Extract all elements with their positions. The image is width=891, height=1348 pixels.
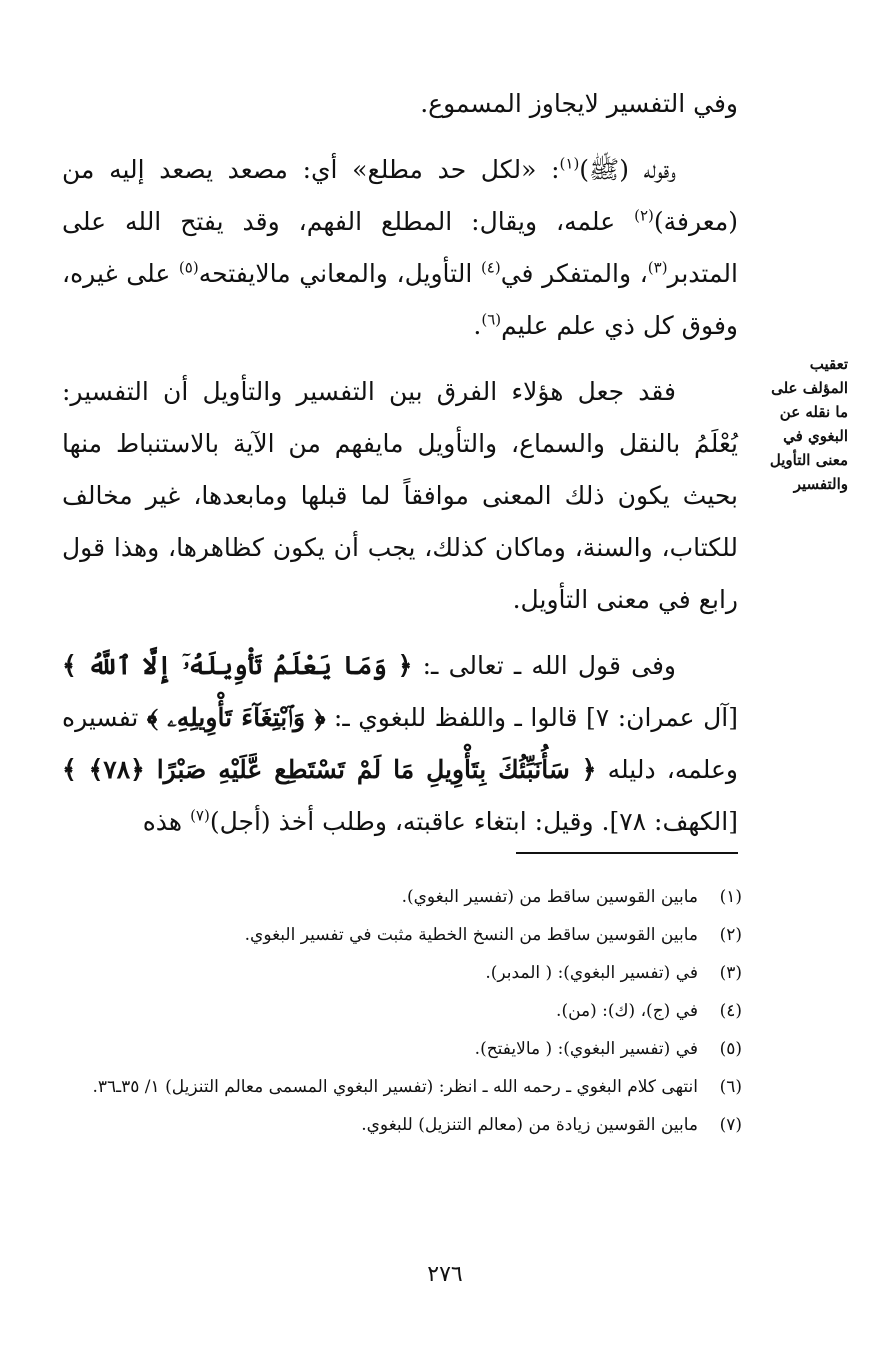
margin-note xyxy=(748,352,848,496)
footnote-ref-5: (٥) xyxy=(178,258,199,277)
text-run: وقوله (ﷺ) xyxy=(579,155,677,184)
paragraph-hadith-commentary xyxy=(62,144,738,352)
margin-note-line: والتفسير xyxy=(793,475,848,493)
footnote-text: في (تفسير البغوي): ( مالايفتح). xyxy=(474,1039,698,1059)
footnote-text: مابين القوسين ساقط من (تفسير البغوي). xyxy=(401,887,698,907)
paragraph-quran-citation xyxy=(62,640,738,848)
footnote-number: (١) xyxy=(719,887,742,907)
footnote-text: مابين القوسين ساقط من النسخ الخطية مثبت في تفسير البغوي. xyxy=(244,925,698,945)
footnote-text: انتهى كلام البغوي ـ رحمه الله ـ انظر: (تفسير البغوي المسمى معالم التنزيل) ١/ ٣٥ـ٣٦. xyxy=(92,1077,698,1097)
text-run: علمه، ويقال: المطلع الفهم، وقد يفتح الله على المتدبر xyxy=(62,207,738,288)
text-run: على غيره، وفوق كل ذي علم عليم xyxy=(62,259,738,340)
footnote-number: (٢) xyxy=(719,925,742,945)
footnote-number: (٦) xyxy=(719,1077,742,1097)
footnote-text: في (تفسير البغوي): ( المدبر). xyxy=(485,963,698,983)
text-run: [الكهف: ٧٨]. وقيل: ابتغاء عاقبته، وطلب أخذ (أجل) xyxy=(209,807,738,836)
text-run: وفى قول الله ـ تعالى ـ: xyxy=(412,651,676,680)
footnote xyxy=(62,1030,742,1068)
footnote-number: (٧) xyxy=(719,1115,742,1135)
text-run: : «لكل حد مطلع» أي: مصعد يصعد إليه من (معرفة) xyxy=(62,155,738,236)
footnote-ref-2: (٢) xyxy=(634,206,654,225)
text-run: . xyxy=(473,311,482,340)
footnote-text: في (ج)، (ك): (من). xyxy=(556,1001,698,1021)
margin-note-line: ما نقله عن xyxy=(779,403,848,421)
margin-note-line: المؤلف على xyxy=(771,379,848,397)
quran-verse: ﴿ سَأُنَبِّئُكَ بِتَأْوِيلِ مَا لَمْ تَسْتَطِع عَّلَيْهِ صَبْرًا ﴿٧٨﴾ ﴾ xyxy=(62,755,597,784)
text-run: ، والمتفكر في xyxy=(500,259,648,288)
text-run: التأويل، والمعاني مالايفتحه xyxy=(198,259,481,288)
footnote-number: (٣) xyxy=(719,963,742,983)
footnote xyxy=(62,954,742,992)
footnote-ref-6: (٦) xyxy=(481,310,502,329)
text-run: تفسيره وعلمه، دليله xyxy=(62,703,738,784)
footnote-number: (٤) xyxy=(719,1001,742,1021)
footnote-separator xyxy=(516,852,738,854)
quran-verse: ﴿ وَمَا يَعْلَمُ تَأْوِيلَهُۥٓ إِلَّا ٱللَّهُ ﴾ xyxy=(62,651,413,680)
footnote xyxy=(62,1068,742,1106)
margin-note-line: البغوي في xyxy=(783,427,848,445)
margin-note-line: معنى التأويل xyxy=(769,451,848,469)
footnote-ref-4: (٤) xyxy=(480,258,501,277)
footnote-number: (٥) xyxy=(719,1039,742,1059)
footnote xyxy=(62,878,742,916)
text-line-continuation: وفي التفسير لايجاوز المسموع. xyxy=(420,89,738,118)
footnote xyxy=(62,916,742,954)
footnote-ref-1: (١) xyxy=(559,154,580,173)
paragraph-author-comment: فقد جعل هؤلاء الفرق بين التفسير والتأويل أن التفسير: يُعْلَمُ بالنقل والسماع، والتأويل مايفهم من الآية بالاستنباط منها بحيث يكون ذلك المعنى موافقاً لما قبلها ومابعدها، غير مخالف للكتاب، والسنة، وماكان كذلك، يجب أن يكون كظاهرها، وهذا قول رابع في معنى التأويل. xyxy=(62,377,738,614)
footnote xyxy=(62,1106,742,1144)
footnote xyxy=(62,992,742,1030)
footnote-text: مابين القوسين زيادة من (معالم التنزيل) للبغوي. xyxy=(361,1115,698,1135)
footnote-ref-3: (٣) xyxy=(647,258,668,277)
text-run: [آل عمران: ٧] قالوا ـ واللفظ للبغوي ـ: xyxy=(325,703,738,732)
page-number: ٢٧٦ xyxy=(427,1262,463,1287)
main-text xyxy=(62,78,738,848)
quran-verse: ﴿ وَٱبْتِغَآءَ تَأْوِيلِهِۦ ﴾ xyxy=(146,703,326,732)
margin-note-line: تعقيب xyxy=(809,355,848,373)
footnote-ref-7: (٧) xyxy=(190,806,210,825)
text-run: هذه xyxy=(142,807,191,836)
footnotes xyxy=(62,878,742,1144)
